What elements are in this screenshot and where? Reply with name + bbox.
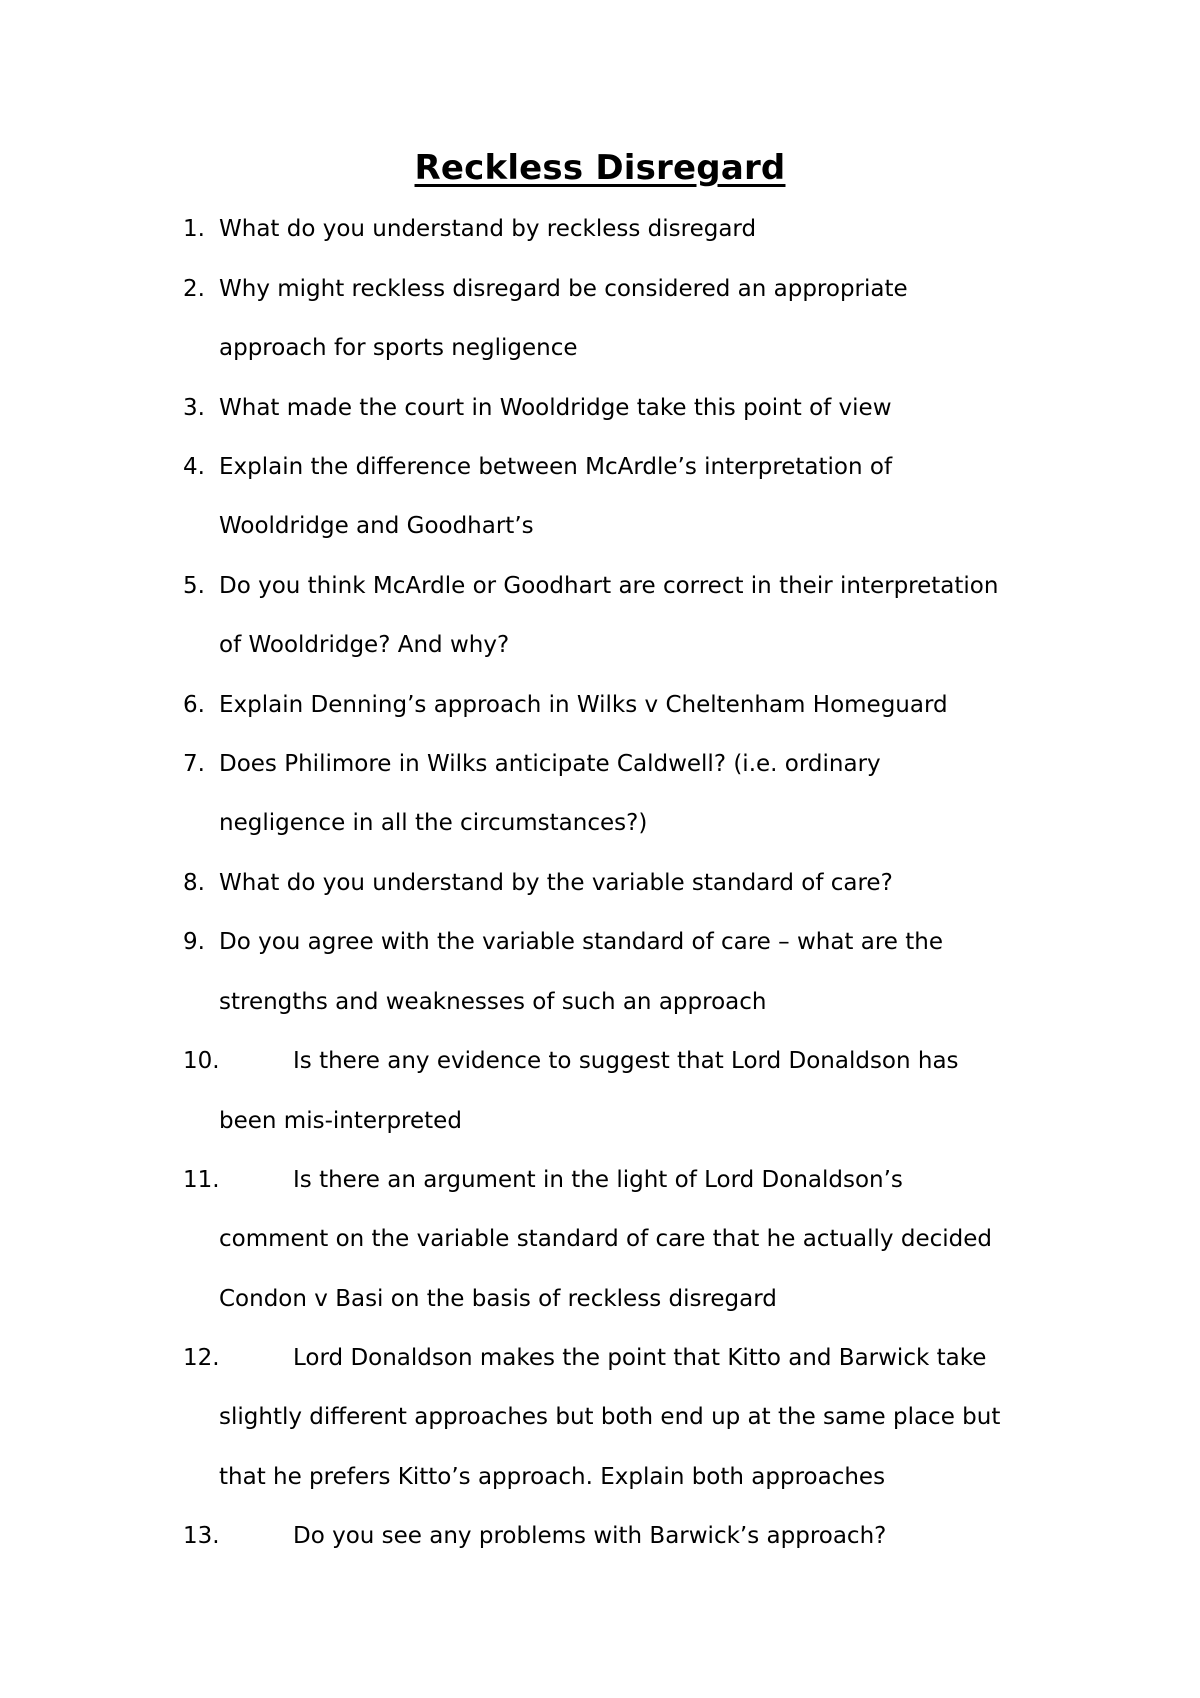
question-number: 12.	[183, 1345, 220, 1371]
question-text-line: Condon v Basi on the basis of reckless disregard	[219, 1286, 777, 1312]
page-title: Reckless Disregard	[414, 148, 786, 188]
question-number: 11.	[183, 1167, 220, 1193]
question-text-line: What do you understand by reckless disregard	[219, 216, 757, 242]
question-text-line: Do you see any problems with Barwick’s approach?	[293, 1523, 887, 1549]
question-number: 10.	[183, 1048, 220, 1074]
question-text-line: Wooldridge and Goodhart’s	[219, 513, 534, 539]
question-number: 13.	[183, 1523, 220, 1549]
question-text-line: comment on the variable standard of care that he actually decided	[219, 1226, 992, 1252]
question-number: 4.	[183, 454, 205, 480]
question-text-line: What do you understand by the variable standard of care?	[219, 870, 893, 896]
question-text-line: of Wooldridge? And why?	[219, 632, 510, 658]
question-number: 9.	[183, 929, 205, 955]
question-number: 3.	[183, 395, 205, 421]
question-text-line: What made the court in Wooldridge take this point of view	[219, 395, 892, 421]
question-text-line: slightly different approaches but both end up at the same place but	[219, 1404, 1001, 1430]
question-number: 7.	[183, 751, 205, 777]
question-number: 6.	[183, 692, 205, 718]
question-number: 2.	[183, 276, 205, 302]
question-text-line: Is there an argument in the light of Lord Donaldson’s	[293, 1167, 903, 1193]
question-text-line: Does Philimore in Wilks anticipate Caldwell? (i.e. ordinary	[219, 751, 881, 777]
question-number: 5.	[183, 573, 205, 599]
question-text-line: approach for sports negligence	[219, 335, 578, 361]
question-text-line: strengths and weaknesses of such an approach	[219, 989, 767, 1015]
question-text-line: been mis-interpreted	[219, 1108, 462, 1134]
question-number: 1.	[183, 216, 205, 242]
question-text-line: Explain Denning’s approach in Wilks v Cheltenham Homeguard	[219, 692, 948, 718]
question-number: 8.	[183, 870, 205, 896]
question-text-line: Do you agree with the variable standard of care – what are the	[219, 929, 944, 955]
question-text-line: Explain the difference between McArdle’s interpretation of	[219, 454, 893, 480]
question-text-line: Do you think McArdle or Goodhart are correct in their interpretation	[219, 573, 999, 599]
question-text-line: negligence in all the circumstances?)	[219, 810, 648, 836]
question-text-line: Lord Donaldson makes the point that Kitto and Barwick take	[293, 1345, 987, 1371]
question-text-line: Why might reckless disregard be considered an appropriate	[219, 276, 908, 302]
question-text-line: that he prefers Kitto’s approach. Explain both approaches	[219, 1464, 886, 1490]
question-text-line: Is there any evidence to suggest that Lord Donaldson has	[293, 1048, 959, 1074]
